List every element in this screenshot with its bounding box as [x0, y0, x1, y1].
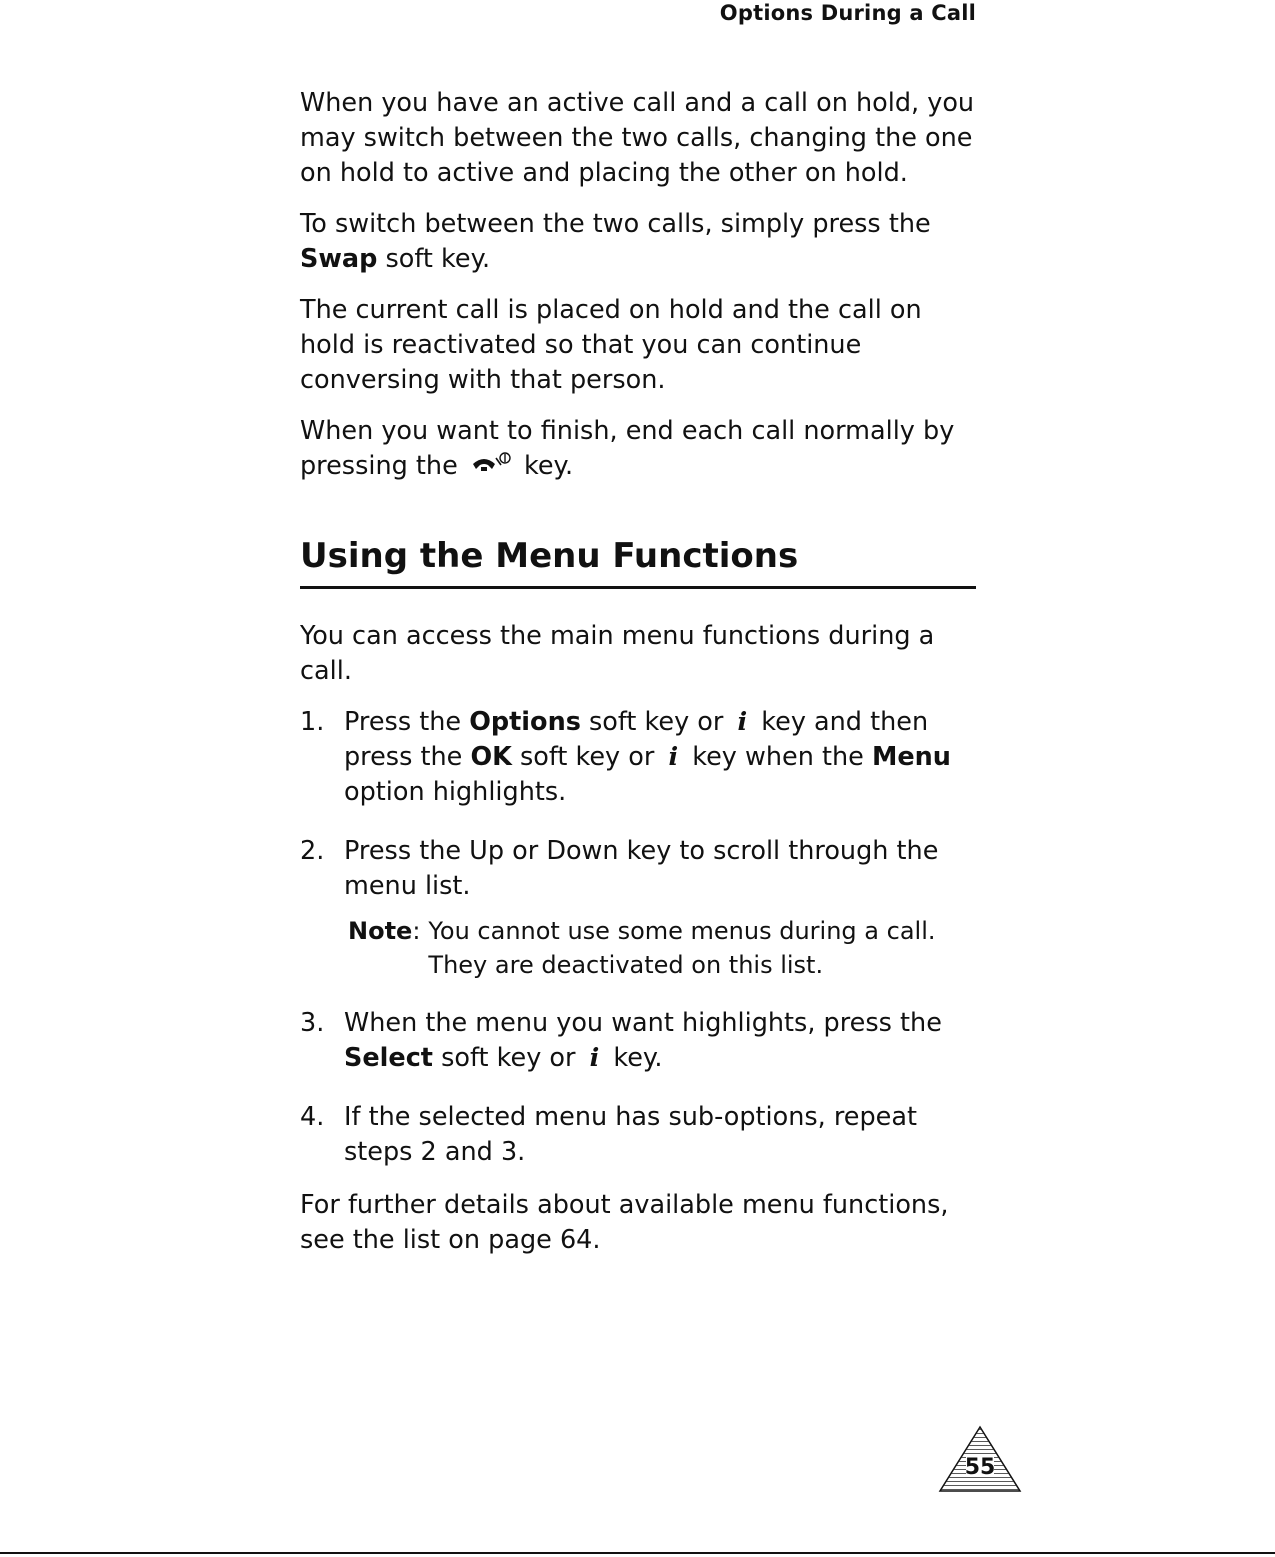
note-text: You cannot use some menus during a call. They are deactivated on this list.	[428, 917, 936, 979]
step-text: Press the	[344, 707, 462, 737]
bottom-border-line	[0, 1552, 1275, 1554]
swap-soft-key-label: Swap	[300, 244, 378, 274]
page-number-badge	[938, 1425, 1022, 1493]
page-content	[300, 86, 980, 1274]
steps-list-continued	[300, 1006, 980, 1170]
note-label: Note	[348, 917, 413, 945]
step-text: key.	[613, 1043, 663, 1073]
step-number: 4.	[300, 1102, 325, 1132]
heading-rule	[300, 586, 976, 589]
step-text: When the menu you want highlights, press the	[344, 1008, 942, 1038]
step-number: 1.	[300, 707, 325, 737]
end-call-key-icon	[470, 450, 512, 486]
ok-soft-key-label: OK	[470, 742, 512, 772]
step-text: If the selected menu has sub-options, repeat steps 2 and 3.	[344, 1102, 917, 1167]
paragraph-reactivated: The current call is placed on hold and the call on hold is reactivated so that you can continue conversing with that person.	[300, 295, 922, 395]
swap-text-after: soft key.	[385, 244, 491, 274]
page-number: 55	[964, 1455, 996, 1480]
section-intro: You can access the main menu functions during a call.	[300, 621, 935, 686]
swap-text-before: To switch between the two calls, simply press the	[300, 209, 931, 239]
step-text: key and then press the	[344, 707, 929, 772]
step-number: 2.	[300, 836, 325, 866]
step-text: option highlights.	[344, 777, 567, 807]
step-text: soft key or	[589, 707, 724, 737]
steps-list	[300, 705, 980, 904]
options-soft-key-label: Options	[469, 707, 581, 737]
i-key-icon: i	[668, 742, 679, 772]
paragraph-further-details: For further details about available menu functions, see the list on page 64.	[300, 1190, 949, 1255]
running-header: Options During a Call	[719, 1, 976, 25]
end-call-text-after: key.	[523, 451, 574, 481]
paragraph-swap	[300, 207, 980, 277]
paragraph-active-hold: When you have an active call and a call on hold, you may switch between the two calls, changing the one on hold to active and placing the other on hold.	[300, 88, 975, 188]
i-key-icon: i	[589, 1043, 600, 1073]
list-item-step-2	[300, 834, 980, 904]
menu-option-label: Menu	[871, 742, 951, 772]
list-item-step-3	[300, 1006, 980, 1076]
step-text: Press the Up or Down key to scroll through the menu list.	[344, 836, 939, 901]
end-call-text-before: When you want to finish, end each call normally by pressing the	[300, 416, 955, 481]
i-key-icon: i	[737, 707, 748, 737]
list-item-step-1	[300, 705, 980, 810]
step-text: key when the	[692, 742, 864, 772]
note-block: Note : You cannot use some menus during a call. They are deactivated on this list.	[348, 914, 980, 982]
select-soft-key-label: Select	[344, 1043, 434, 1073]
step-number: 3.	[300, 1008, 325, 1038]
paragraph-end-call	[300, 414, 980, 486]
section-heading: Using the Menu Functions	[300, 536, 799, 576]
step-text: soft key or	[441, 1043, 576, 1073]
list-item-step-4	[300, 1100, 980, 1170]
step-text: soft key or	[519, 742, 655, 772]
